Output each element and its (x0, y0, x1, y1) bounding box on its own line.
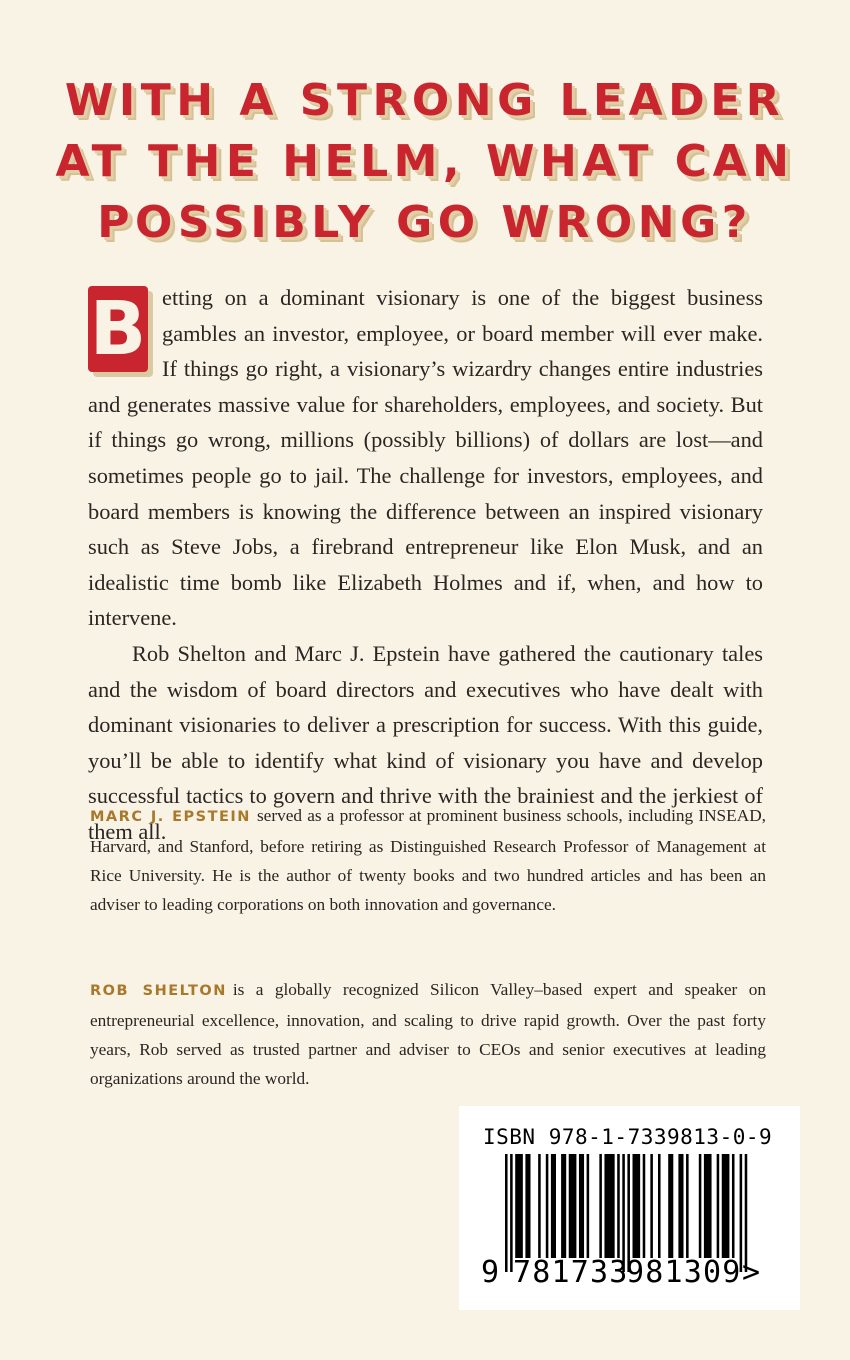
headline (0, 70, 850, 253)
drop-cap (88, 286, 150, 376)
barcode-bar (604, 1154, 614, 1258)
barcode-bar (599, 1154, 602, 1258)
author-bio-shelton (90, 975, 766, 1093)
barcode-bar (686, 1154, 689, 1258)
barcode-digits-left: 781733 (513, 1255, 629, 1290)
drop-cap-letter: B (89, 286, 147, 372)
author-bio-epstein-text: served as a professor at prominent business schools, including INSEAD, Harvard, and Stanford, before retiring as Distinguished Research Professor of Management at Rice University. He is the author of twenty books and two hundred articles and has been an adviser to leading corporations on both innovation and governance. (90, 806, 766, 914)
barcode-bar (538, 1154, 541, 1258)
barcode-bar (643, 1154, 646, 1258)
barcode-bar (561, 1154, 566, 1258)
barcode-bar (633, 1154, 641, 1258)
barcode-bar (579, 1154, 584, 1258)
barcode-digits-right: 981309 (626, 1255, 742, 1290)
headline-line-1: WITH A STRONG LEADER (64, 75, 786, 126)
barcode-bar (699, 1154, 702, 1258)
barcode-guard-bar (505, 1154, 508, 1272)
barcode-digit-lead: 9 (481, 1255, 500, 1290)
blurb-paragraph-2: Rob Shelton and Marc J. Epstein have gathered the cautionary tales and the wisdom of board directors and executives who have dealt with dominant visionaries to deliver a prescription for success. With this guide, you’ll be able to identify what kind of visionary you have and develop successful tactics to govern and thrive with the brainiest and the jerkiest of them all. (88, 640, 763, 844)
barcode-bar (617, 1154, 620, 1258)
isbn-barcode-panel (459, 1106, 800, 1310)
blurb-paragraph-1-text: etting on a dominant visionary is one of the biggest business gambles an investor, employee, or board member will ever make. If things go right, a visionary’s wizardry changes entire industries and generates massive value for shareholders, employees, and society. But if things go wrong, millions (possibly billions) of dollars are lost—and sometimes people go to jail. The challenge for investors, employees, and board members is knowing the difference between an inspired visionary such as Steve Jobs, a firebrand entrepreneur like Elon Musk, and an idealistic time bomb like Elizabeth Holmes and if, when, and how to intervene. (88, 285, 763, 631)
barcode-bar (704, 1154, 712, 1258)
book-blurb (88, 280, 763, 850)
barcode-quiet-zone-mark: > (742, 1255, 761, 1290)
barcode-bar (650, 1154, 653, 1258)
blurb-paragraph-1 (88, 280, 763, 636)
barcode-bar (551, 1154, 556, 1258)
barcode-bar (587, 1154, 590, 1258)
barcode-bar (668, 1154, 673, 1258)
barcode-bar (722, 1154, 730, 1258)
author-name-shelton: ROB SHELTON (90, 983, 227, 999)
isbn-label: ISBN 978-1-7339813-0-9 (483, 1125, 773, 1149)
barcode-bar (515, 1154, 523, 1258)
author-bio-epstein (90, 801, 766, 919)
barcode-bar (546, 1154, 549, 1258)
barcode-bar (525, 1154, 530, 1258)
barcode-bar (678, 1154, 683, 1258)
headline-line-2: AT THE HELM, WHAT CAN (55, 136, 795, 187)
author-name-epstein: MARC J. EPSTEIN (90, 809, 251, 825)
author-bio-shelton-text: is a globally recognized Silicon Valley–based expert and speaker on entrepreneurial excellence, innovation, and scaling to drive rapid growth. Over the past forty years, Rob served as trusted partner and adviser to CEOs and senior executives at leading organizations around the world. (90, 980, 766, 1088)
barcode-bar (658, 1154, 661, 1258)
barcode-bar (732, 1154, 735, 1258)
barcode-bar (569, 1154, 577, 1258)
headline-line-3: POSSIBLY GO WRONG? (97, 197, 753, 248)
barcode-bar (717, 1154, 720, 1258)
